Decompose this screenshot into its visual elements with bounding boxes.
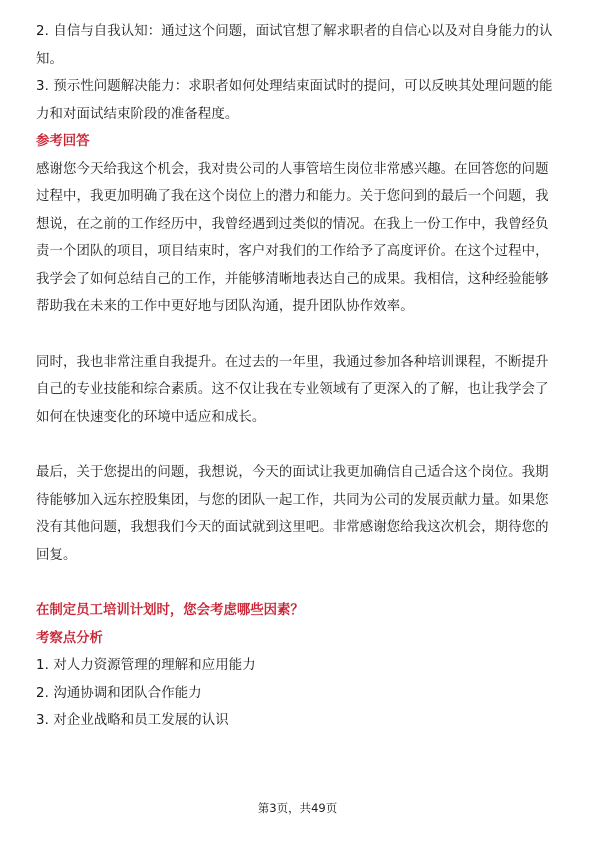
point-3: 3. 预示性问题解决能力：求职者如何处理结束面试时的提问，可以反映其处理问题的能力和对面试结束阶段的准备程度。 [36,79,553,122]
analysis-point-2: 2. 沟通协调和团队合作能力 [36,685,202,701]
reference-answer-heading: 参考回答 [36,134,90,149]
analysis-heading: 考察点分析 [36,630,103,646]
answer-paragraph-3: 最后，关于您提出的问题，我想说，今天的面试让我更加确信自己适合这个岗位。我期待能够加入远东控股集团，与您的团队一起工作，共同为公司的发展贡献力量。如果您没有其他问题，我想我们今天的面试就到这里吧。非常感谢您给我这次机会，期待您的回复。 [36,465,549,563]
analysis-point-3: 3. 对企业战略和员工发展的认识 [36,713,229,728]
answer-paragraph-1: 感谢您今天给我这个机会，我对贵公司的人事管培生岗位非常感兴趣。在回答您的问题过程中，我更加明确了我在这个岗位上的潜力和能力。关于您问到的最后一个问题，我想说，在之前的工作经历中，我曾经遇到过类似的情况。在我上一份工作中，我曾经负责一个团队的项目，项目结束时，客户对我们的工作给予了高度评价。在这个过程中，我学会了如何总结自己的工作，并能够清晰地表达自己的成果。我相信，这种经验能够帮助我在未来的工作中更好地与团队沟通，提升团队协作效率。 [36,161,549,314]
analysis-point-1: 1. 对人力资源管理的理解和应用能力 [36,658,256,673]
page-content [36,18,560,735]
page-number: 第3页，共49页 [257,801,338,815]
answer-paragraph-2: 同时，我也非常注重自我提升。在过去的一年里，我通过参加各种培训课程，不断提升自己的专业技能和综合素质。这不仅让我在专业领域有了更深入的了解，也让我学会了如何在快速变化的环境中适应和成长。 [36,354,549,425]
point-2: 2. 自信与自我认知：通过这个问题，面试官想了解求职者的自信心以及对自身能力的认知。 [36,24,553,67]
question-title: 在制定员工培训计划时，您会考虑哪些因素？ [36,603,304,618]
